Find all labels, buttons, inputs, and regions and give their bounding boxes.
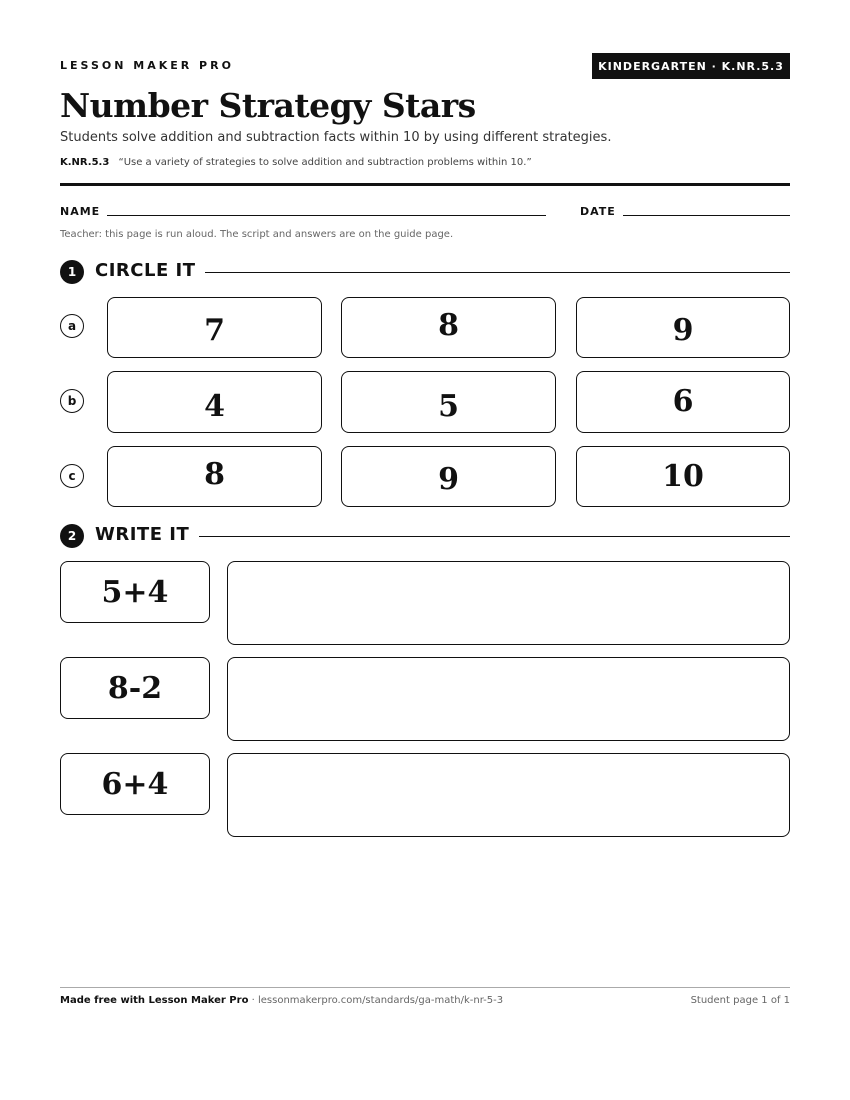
date-field[interactable] [623, 215, 790, 216]
answer-box[interactable] [227, 753, 790, 837]
choice-number: 10 [662, 459, 704, 494]
choice-number: 9 [672, 313, 694, 348]
standard-line [60, 157, 532, 168]
answer-box[interactable] [227, 657, 790, 741]
name-label: NAME [60, 205, 101, 218]
choice-number: 7 [204, 313, 225, 348]
row-a-label: a [60, 314, 84, 338]
standard-text: “Use a variety of strategies to solve addition and subtraction problems within 10.” [118, 157, 532, 168]
choice-box[interactable] [576, 371, 790, 433]
section-2-number: 2 [60, 524, 84, 548]
choice-box[interactable] [341, 446, 556, 507]
choice-number: 4 [204, 388, 225, 424]
choice-number: 9 [438, 462, 459, 497]
choice-box[interactable] [576, 446, 790, 507]
footer-page-number: Student page 1 of 1 [690, 995, 790, 1006]
section-2-rule [199, 536, 790, 537]
brand-name: LESSON MAKER PRO [60, 59, 234, 72]
grade-standard-badge: KINDERGARTEN · K.NR.5.3 [592, 53, 790, 79]
row-c-label: c [60, 464, 84, 488]
problem-expression: 6+4 [101, 766, 169, 802]
row-b-label: b [60, 389, 84, 413]
header-divider [60, 183, 790, 186]
name-field[interactable] [107, 215, 546, 216]
footer-made-with: Made free with Lesson Maker Pro [60, 995, 249, 1006]
choice-number: 8 [438, 308, 459, 343]
teacher-note: Teacher: this page is run aloud. The script and answers are on the guide page. [60, 229, 454, 240]
problem-box [60, 561, 210, 623]
footer-credit [60, 995, 503, 1006]
choice-box[interactable] [107, 446, 322, 507]
choice-number: 6 [672, 383, 694, 419]
footer-url[interactable]: · lessonmakerpro.com/standards/ga-math/k-nr-5-3 [248, 995, 504, 1006]
problem-box [60, 753, 210, 815]
choice-number: 5 [438, 388, 459, 424]
section-1-rule [205, 272, 790, 273]
choice-box[interactable] [341, 371, 556, 433]
date-label: DATE [580, 205, 616, 218]
choice-number: 8 [204, 457, 225, 492]
problem-expression: 5+4 [101, 574, 169, 610]
problem-box [60, 657, 210, 719]
page-title: Number Strategy Stars [60, 86, 476, 125]
choice-box[interactable] [107, 371, 322, 433]
section-1-number: 1 [60, 260, 84, 284]
choice-box[interactable] [107, 297, 322, 358]
choice-box[interactable] [341, 297, 556, 358]
choice-box[interactable] [576, 297, 790, 358]
problem-expression: 8-2 [107, 670, 163, 706]
footer-divider [60, 987, 790, 988]
page-subtitle: Students solve addition and subtraction facts within 10 by using different strategies. [60, 130, 612, 145]
section-2-title: WRITE IT [95, 524, 190, 545]
answer-box[interactable] [227, 561, 790, 645]
section-1-title: CIRCLE IT [95, 260, 196, 281]
standard-code: K.NR.5.3 [60, 157, 110, 168]
